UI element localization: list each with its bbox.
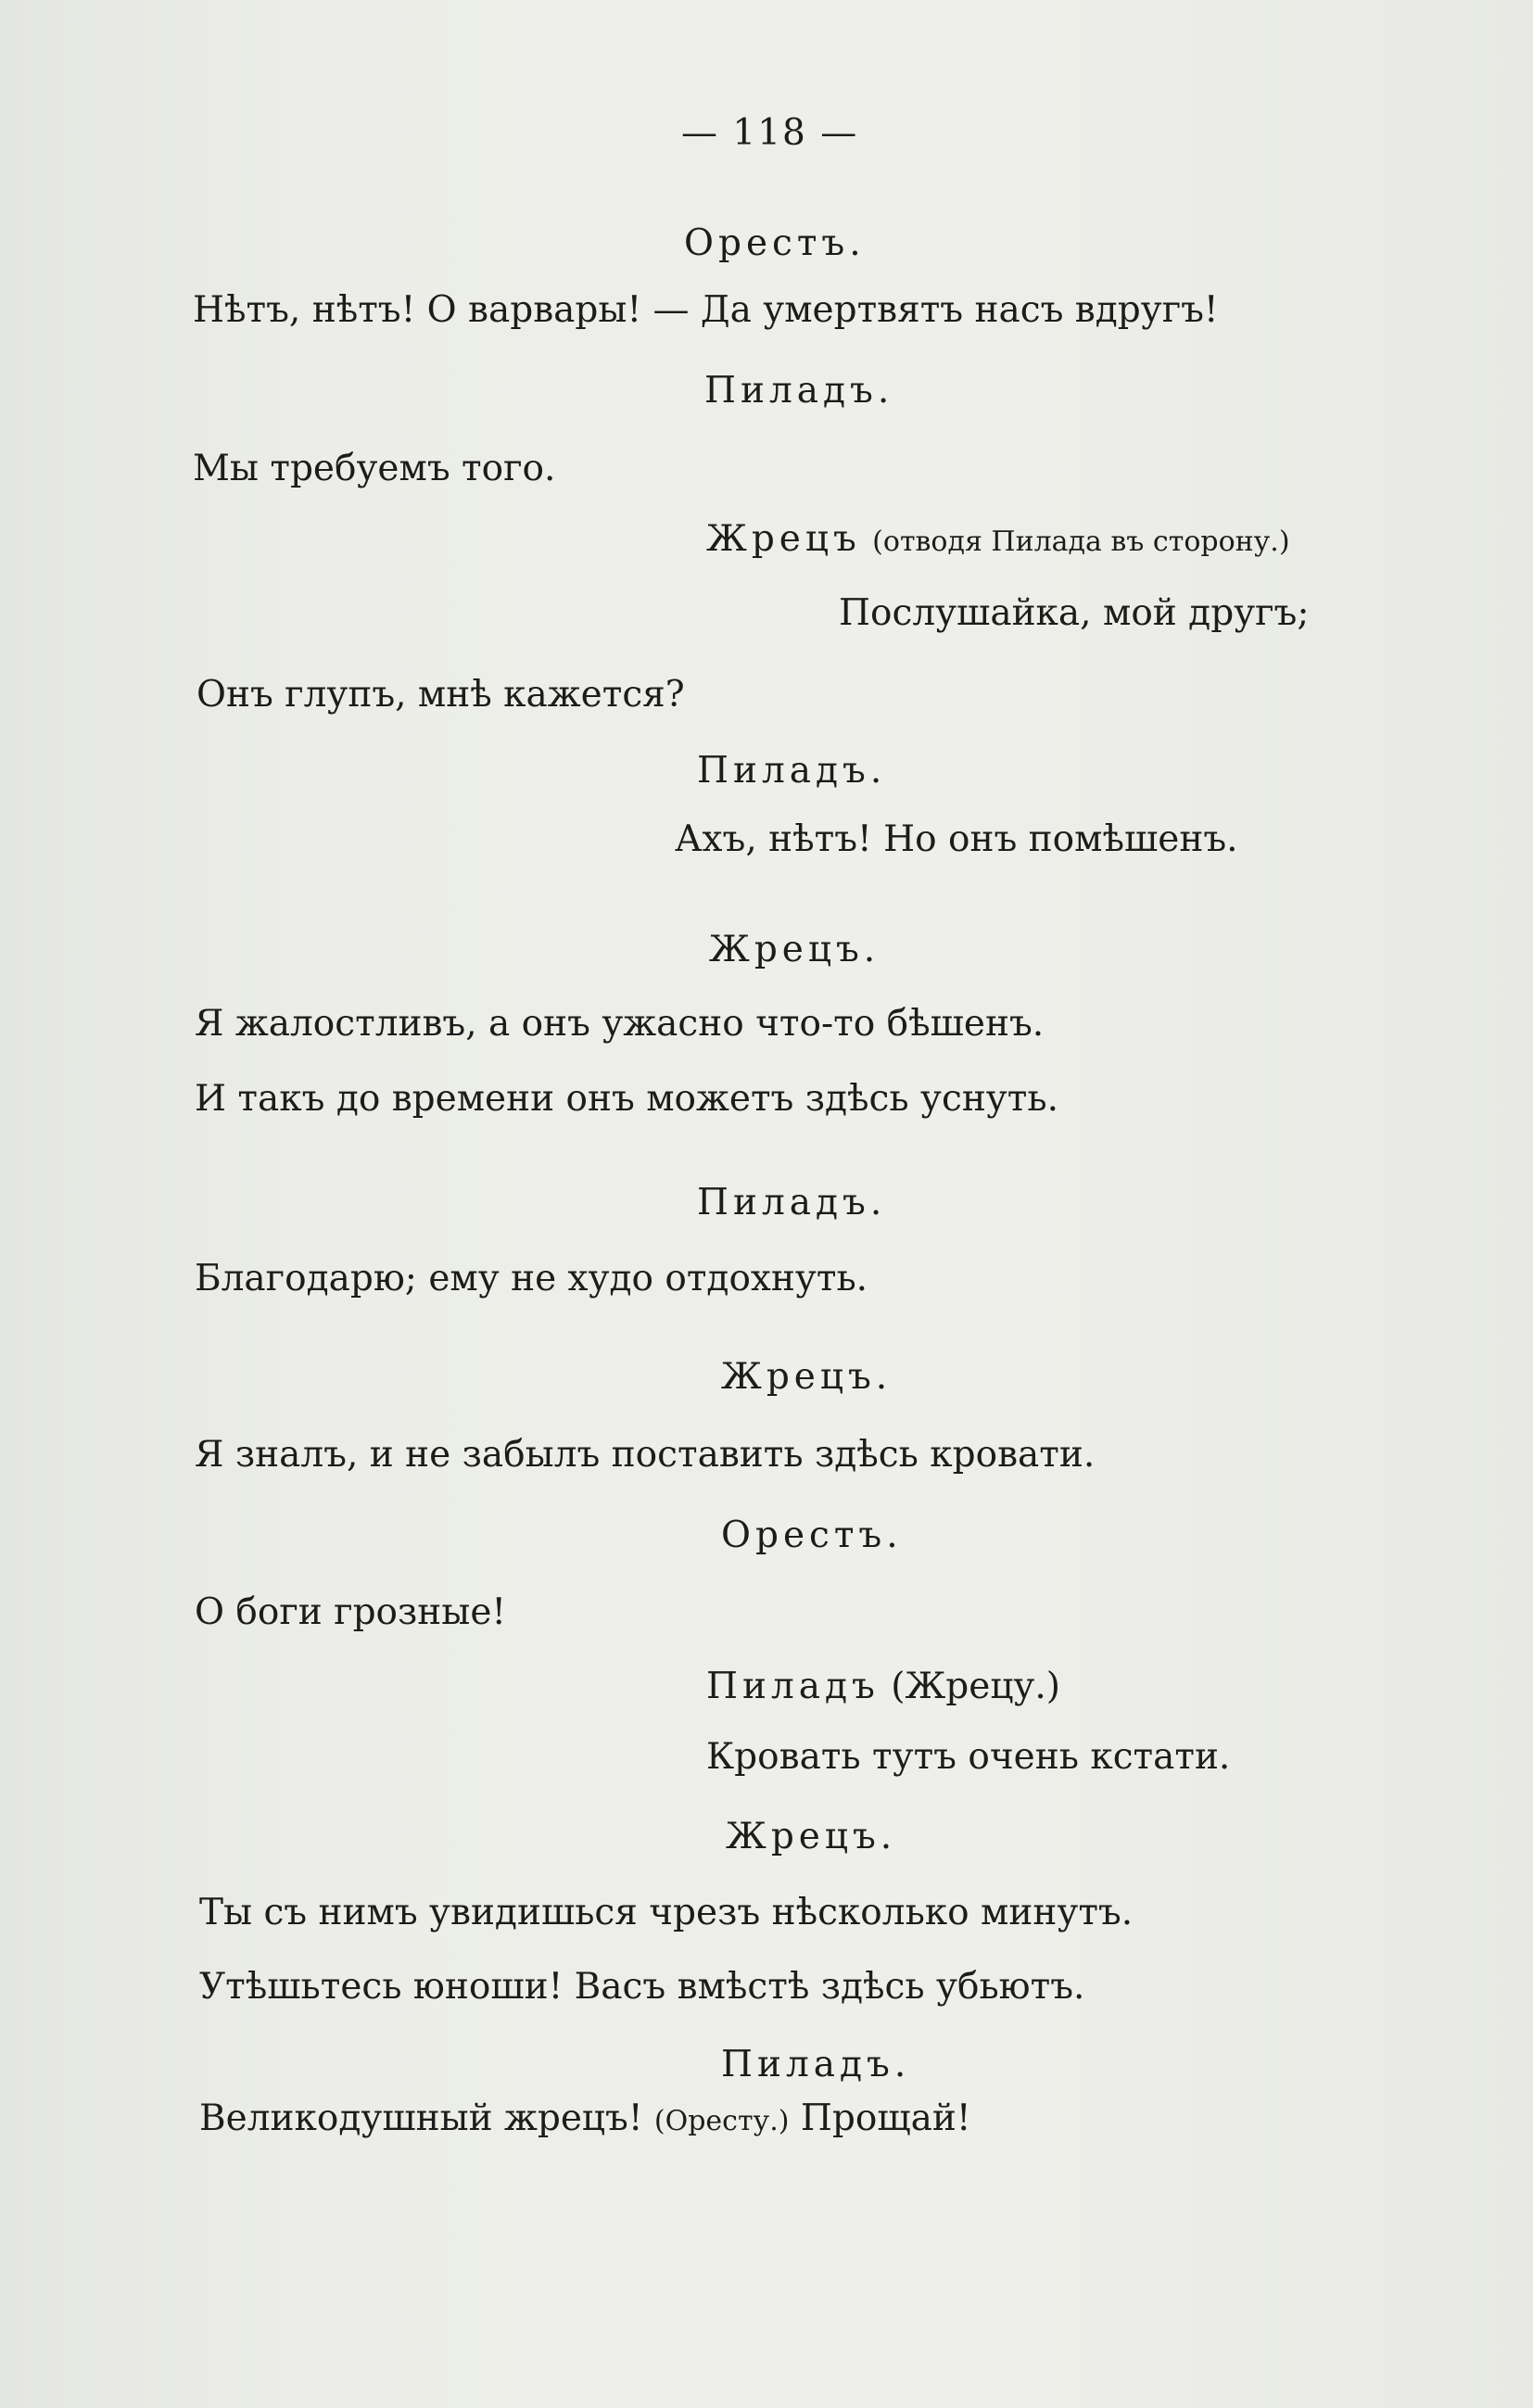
verse-line: Послушайка, мой другъ; — [839, 592, 1310, 634]
verse-line: Онъ глупъ, мнѣ кажется? — [196, 674, 685, 716]
speaker-name: Жрецъ — [706, 518, 861, 560]
verse-line: Я зналъ, и не забылъ поставить здѣсь кровати. — [195, 1434, 1096, 1476]
stage-direction: (отводя Пилада въ сторону.) — [872, 526, 1290, 558]
verse-text: Прощай! — [800, 2097, 971, 2139]
page-number: — 118 — — [681, 112, 859, 154]
speaker-heading: Жрецъ. — [709, 929, 881, 970]
verse-line-with-direction — [199, 2097, 971, 2139]
speaker-heading: Орестъ. — [684, 222, 866, 264]
speaker-with-direction — [706, 518, 1290, 560]
stage-direction: (Оресту.) — [653, 2105, 790, 2137]
verse-text: Великодушный жрецъ! — [199, 2097, 643, 2139]
speaker-name: Пиладъ — [706, 1666, 880, 1707]
verse-line: Благодарю; ему не худо отдохнуть. — [195, 1258, 868, 1299]
speaker-heading: Пиладъ. — [697, 1182, 887, 1223]
verse-line: И такъ до времени онъ можетъ здѣсь уснуть. — [195, 1078, 1058, 1120]
verse-line: Нѣтъ, нѣтъ! О варвары! — Да умертвятъ насъ вдругъ! — [193, 289, 1219, 331]
verse-line: Я жалостливъ, а онъ ужасно что-то бѣшенъ. — [195, 1003, 1045, 1045]
speaker-heading: Пиладъ. — [721, 2044, 911, 2085]
speaker-heading: Жрецъ. — [726, 1816, 897, 1857]
speaker-heading: Пиладъ. — [697, 750, 887, 792]
verse-line: Утѣшьтесь юноши! Васъ вмѣстѣ здѣсь убьютъ. — [199, 1966, 1085, 2008]
verse-line: Ты съ нимъ увидишься чрезъ нѣсколько минутъ. — [199, 1892, 1134, 1933]
verse-line: Кровать тутъ очень кстати. — [706, 1736, 1231, 1778]
speaker-with-direction — [706, 1668, 1060, 1705]
speaker-heading: Орестъ. — [721, 1515, 903, 1556]
verse-line: Мы требуемъ того. — [193, 448, 556, 489]
speaker-heading: Жрецъ. — [721, 1356, 893, 1398]
verse-line: О боги грозные! — [195, 1591, 507, 1633]
verse-line: Ахъ, нѣтъ! Но онъ помѣшенъ. — [675, 818, 1238, 860]
stage-direction: (Жрецу.) — [891, 1666, 1060, 1707]
speaker-heading: Пиладъ. — [704, 370, 894, 412]
